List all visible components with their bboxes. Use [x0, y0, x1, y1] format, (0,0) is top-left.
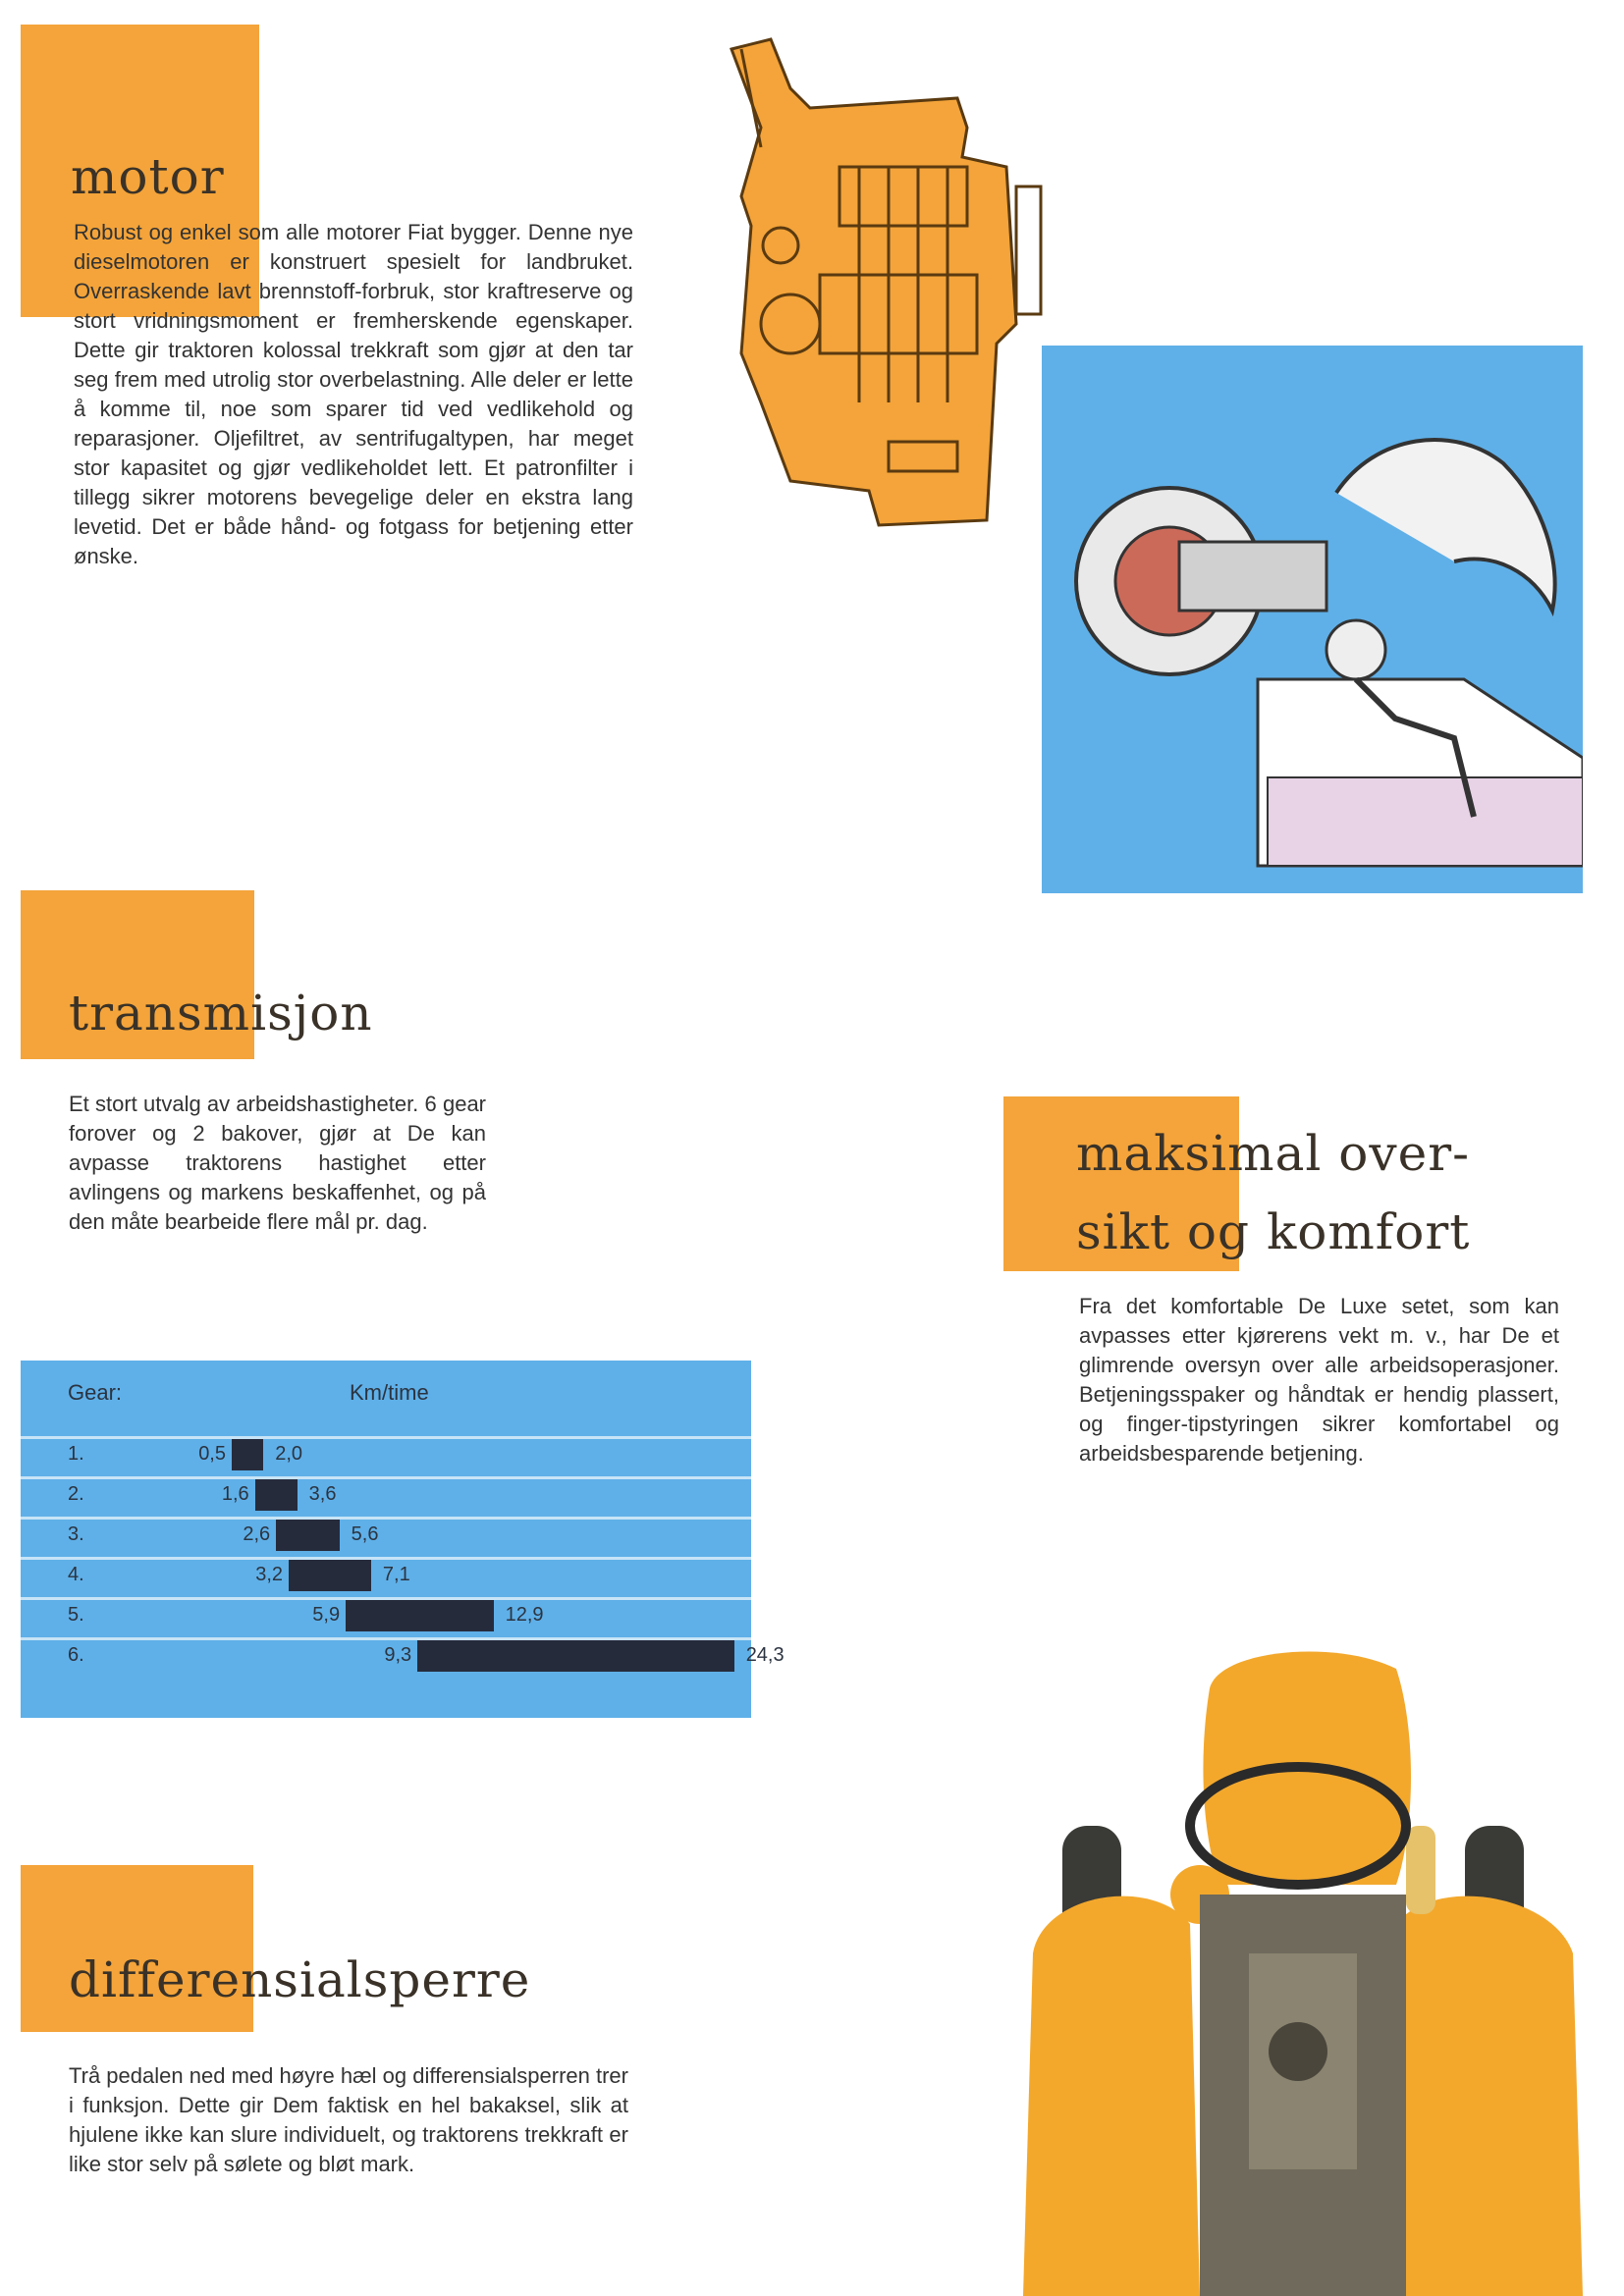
gear-number: 6. — [68, 1644, 84, 1666]
gear-number: 2. — [68, 1483, 84, 1505]
gear-number: 5. — [68, 1604, 84, 1626]
komfort-heading-line1: maksimal over- — [1076, 1125, 1471, 1182]
gear-speed-bar — [346, 1600, 494, 1631]
differensialsperre-heading: differensialsperre — [69, 1951, 531, 2008]
gear-row — [21, 1476, 751, 1511]
komfort-text — [1079, 1292, 1559, 1468]
gear-number: 4. — [68, 1564, 84, 1585]
gear-max-speed: 12,9 — [505, 1604, 544, 1626]
tractor-cab-photo — [1003, 1629, 1583, 2296]
gear-speed-bar — [255, 1479, 298, 1511]
transmisjon-heading: transmisjon — [69, 985, 373, 1041]
gear-min-speed: 5,9 — [312, 1604, 341, 1626]
gear-max-speed: 2,0 — [275, 1443, 303, 1465]
komfort-paragraph: Fra det komfortable De Luxe setet, som kan avpasses etter kjørerens vekt m. v., har De et glimrende oversyn over alle arbeidsoperasjoner. Betjeningsspaker og håndtak er hendig plassert, og finger-tipstyringen sikrer komfortabel og arbeidsbesparende betjening. — [1079, 1294, 1559, 1466]
transmisjon-paragraph: Et stort utvalg av arbeidshastigheter. 6 gear forover og 2 bakover, gjør at De kan avpasse traktorens hastighet etter avlingens og markens beskaffenhet, og på den måte bearbeide flere mål pr. dag. — [69, 1092, 486, 1234]
crankshaft-oil-filter-illustration — [1042, 346, 1583, 893]
gear-row — [21, 1517, 751, 1551]
gear-max-speed: 7,1 — [382, 1564, 410, 1585]
gear-column-label: Gear: — [68, 1380, 123, 1405]
gear-min-speed: 9,3 — [384, 1644, 412, 1666]
motor-text — [74, 218, 633, 571]
gear-number: 3. — [68, 1523, 84, 1545]
gear-max-speed: 5,6 — [351, 1523, 379, 1545]
motor-paragraph: Robust og enkel som alle motorer Fiat bygger. Denne nye dieselmotoren er konstruert spesielt for landbruket. Overraskende lavt brennstoff-forbruk, stor kraftreserve og stort vridningsmoment er fremherskende egenskaper. Dette gir traktoren kolossal trekkraft som gjør at den tar seg frem med utrolig stor overbelastning. Alle deler er lette å komme til, noe som sparer tid ved vedlikehold og reparasjoner. Oljefiltret, av sentrifugaltypen, har meget stor kapasitet og gjør vedlikeholdet lett. Et patronfilter i tillegg sikrer motorens bevegelige deler en ekstra lang levetid. Det er både hånd- og fotgass for betjening etter ønske. — [74, 220, 633, 568]
transmisjon-text — [69, 1090, 486, 1237]
differensialsperre-paragraph: Trå pedalen ned med høyre hæl og differensialsperren trer i funksjon. Dette gir Dem faktisk en hel bakaksel, slik at hjulene ikke kan slure individuelt, og traktorens trekkraft er like stor selv på sølete og bløt mark. — [69, 2063, 628, 2176]
gear-speed-table — [21, 1361, 785, 1718]
gear-min-speed: 3,2 — [255, 1564, 284, 1585]
gear-speed-bar — [232, 1439, 263, 1470]
gear-row — [21, 1637, 785, 1672]
gear-min-speed: 2,6 — [243, 1523, 271, 1545]
gear-min-speed: 0,5 — [198, 1443, 226, 1465]
gear-speed-bar — [276, 1520, 340, 1551]
gear-row — [21, 1557, 751, 1591]
gear-speed-bar — [417, 1640, 734, 1672]
speed-column-label: Km/time — [350, 1380, 429, 1405]
gear-min-speed: 1,6 — [221, 1483, 249, 1505]
gear-number: 1. — [68, 1443, 84, 1465]
motor-heading: motor — [71, 148, 225, 205]
gear-row — [21, 1436, 751, 1470]
gear-speed-bar — [289, 1560, 371, 1591]
differensialsperre-text — [69, 2061, 628, 2179]
gear-max-speed: 3,6 — [308, 1483, 337, 1505]
gear-row — [21, 1597, 751, 1631]
komfort-heading-line2: sikt og komfort — [1076, 1203, 1471, 1260]
komfort-heading — [1076, 1114, 1470, 1271]
gear-max-speed: 24,3 — [745, 1644, 785, 1666]
